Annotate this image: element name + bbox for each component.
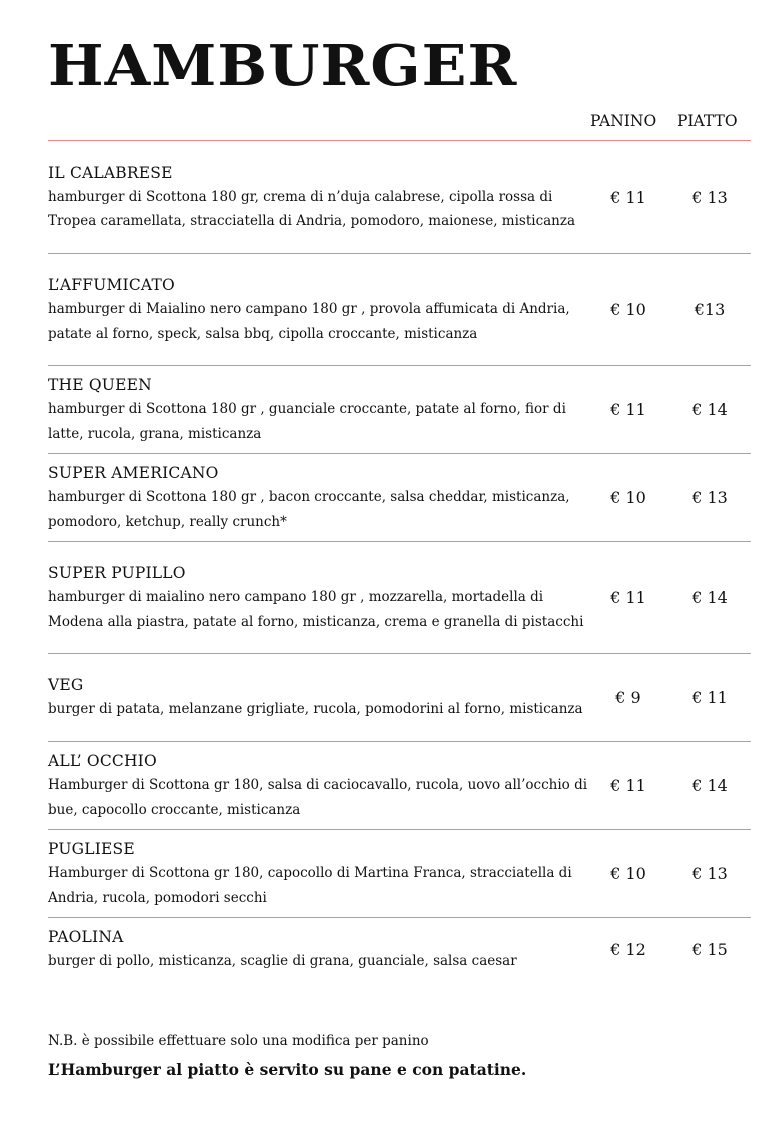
menu-item (48, 917, 751, 981)
price-piatto: € 13 (692, 488, 728, 507)
menu-item-text (48, 673, 588, 722)
menu-item-description: hamburger di maialino nero campano 180 gr , mozzarella, mortadella di Modena alla piastra, patate al forno, misticanza, crema e granella di pistacchi (48, 589, 584, 630)
menu-item-text (48, 561, 588, 634)
menu-item-name: PAOLINA (48, 928, 124, 947)
menu-item-name: PUGLIESE (48, 840, 135, 858)
menu-item-description: hamburger di Scottona 180 gr, crema di n’duja calabrese, cipolla rossa di Tropea caramellata, stracciatella di Andria, pomodoro, maionese, misticanza (48, 188, 576, 229)
price-piatto: € 15 (692, 940, 728, 959)
price-panino: € 11 (610, 776, 646, 795)
menu-item-name: IL CALABRESE (48, 163, 173, 182)
price-piatto: € 14 (692, 400, 728, 419)
menu-item (48, 453, 751, 541)
menu-item-name: SUPER AMERICANO (48, 464, 219, 482)
menu-item-text (48, 373, 588, 446)
price-panino: € 11 (610, 588, 646, 607)
menu-item-description: hamburger di Maialino nero campano 180 gr , provola affumicata di Andria, patate al forno, speck, salsa bbq, cipolla croccante, misticanza (48, 301, 570, 342)
menu-item (48, 140, 751, 253)
note-served: L’Hamburger al piatto è servito su pane e con patatine. (48, 1060, 527, 1079)
menu-item (48, 541, 751, 653)
menu-item (48, 253, 751, 365)
page-title: HAMBURGER (48, 33, 518, 99)
note-modification: N.B. è possibile effettuare solo una modifica per panino (48, 1033, 429, 1049)
menu-item (48, 741, 751, 829)
menu-item-name: ALL’ OCCHIO (48, 752, 157, 770)
menu-item-description: burger di pollo, misticanza, scaglie di grana, guanciale, salsa caesar (48, 953, 517, 970)
menu-item-description: Hamburger di Scottona gr 180, capocollo di Martina Franca, stracciatella di Andria, rucola, pomodori secchi (48, 865, 572, 906)
menu-item-text (48, 749, 588, 822)
price-panino: € 12 (610, 940, 646, 959)
price-panino: € 11 (610, 400, 646, 419)
column-header-piatto: PIATTO (677, 112, 738, 130)
menu-item (48, 653, 751, 741)
menu-item-text (48, 837, 588, 910)
menu-list (48, 140, 751, 981)
price-panino: € 10 (610, 300, 646, 319)
price-piatto: €13 (694, 300, 726, 319)
menu-item-text (48, 461, 588, 534)
price-piatto: € 11 (692, 688, 728, 707)
menu-item-description: Hamburger di Scottona gr 180, salsa di caciocavallo, rucola, uovo all’occhio di bue, capocollo croccante, misticanza (48, 777, 588, 818)
menu-item (48, 365, 751, 453)
menu-item-name: SUPER PUPILLO (48, 564, 186, 582)
menu-item (48, 829, 751, 917)
price-panino: € 9 (615, 688, 641, 707)
price-piatto: € 14 (692, 776, 728, 795)
menu-item-name: THE QUEEN (48, 376, 152, 394)
column-header-panino: PANINO (590, 112, 657, 130)
price-panino: € 10 (610, 488, 646, 507)
menu-item-text (48, 925, 588, 974)
menu-item-text (48, 161, 588, 234)
menu-item-description: hamburger di Scottona 180 gr , guanciale croccante, patate al forno, fior di latte, rucola, grana, misticanza (48, 401, 566, 442)
menu-item-text (48, 273, 588, 346)
price-piatto: € 13 (692, 187, 728, 207)
menu-item-description: hamburger di Scottona 180 gr , bacon croccante, salsa cheddar, misticanza, pomodoro, ketchup, really crunch* (48, 489, 570, 530)
menu-item-name: VEG (48, 676, 84, 695)
price-piatto: € 13 (692, 864, 728, 883)
price-panino: € 10 (610, 864, 646, 883)
price-piatto: € 14 (692, 588, 728, 607)
price-panino: € 11 (610, 187, 646, 207)
menu-item-name: L’AFFUMICATO (48, 276, 175, 294)
menu-item-description: burger di patata, melanzane grigliate, rucola, pomodorini al forno, misticanza (48, 701, 583, 718)
